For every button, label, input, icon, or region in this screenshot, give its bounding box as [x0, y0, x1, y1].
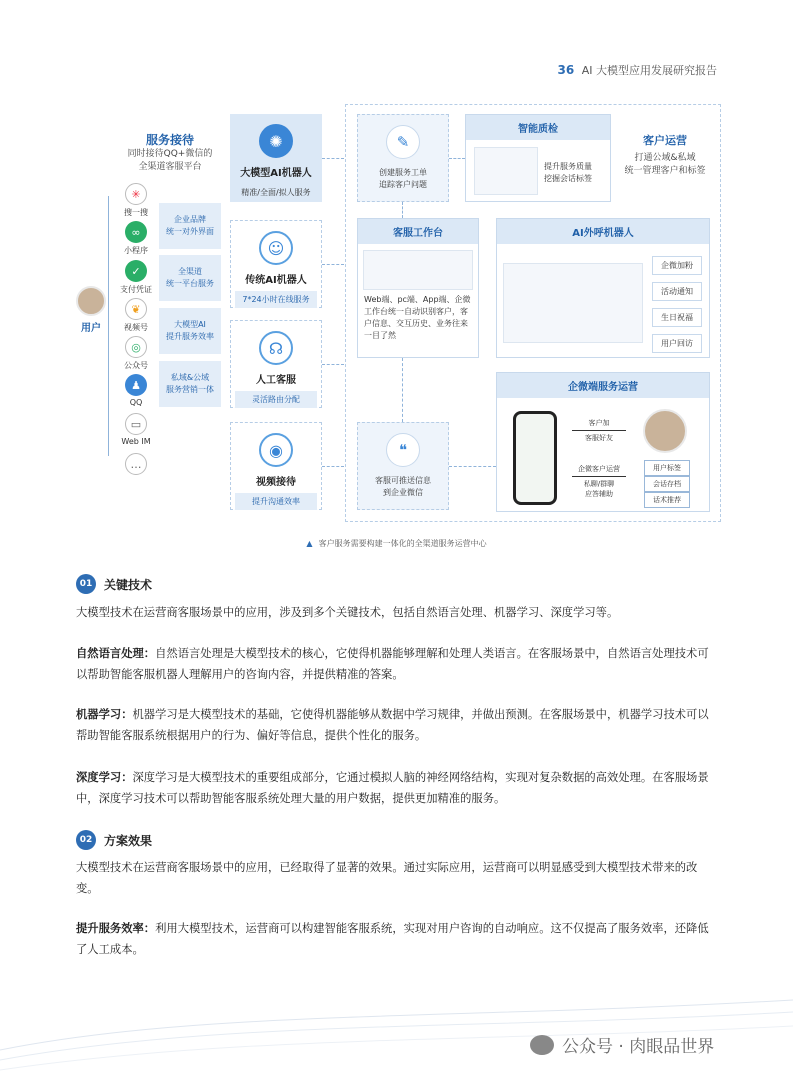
bot-subtitle: 7*24小时在线服务 — [235, 291, 317, 308]
arrow-line — [572, 430, 626, 431]
channel-label: QQ — [129, 398, 143, 407]
channel-label: 搜一搜 — [124, 208, 148, 217]
official-account-icon: ◎ — [125, 336, 147, 358]
channel-more — [113, 453, 159, 477]
channel-miniprogram — [113, 221, 159, 256]
feature-line: 提升服务效率 — [166, 332, 214, 341]
flow-text: 客户加 — [588, 419, 610, 427]
robot-icon: ☺ — [259, 231, 293, 265]
feature-box — [159, 308, 221, 354]
paragraph — [76, 918, 719, 960]
miniprogram-icon: ∞ — [125, 221, 147, 243]
service-reception-subtitle — [115, 148, 225, 174]
subtitle-line: 同时接待QQ+微信的 — [127, 149, 213, 159]
feature-line: 全渠道 — [178, 267, 202, 276]
section-title: 关键技术 — [104, 577, 153, 592]
section-title: 方案效果 — [104, 833, 153, 848]
quality-line: 提升服务质量 — [544, 162, 592, 171]
watermark-text: 公众号 · 肉眼品世界 — [562, 1037, 715, 1057]
ticket-card — [357, 114, 449, 202]
channel-label: 视频号 — [124, 323, 148, 332]
sousou-icon: ✳ — [125, 183, 147, 205]
wechat-icon — [530, 1035, 554, 1055]
paragraph-text: 自然语言处理是大模型技术的核心，它使得机器能够理解和处理人类语言。在客服场景中，自然语言处理技术可以帮助智能客服机器人理解用户的咨询内容，并提供精准的答案。 — [76, 647, 709, 681]
outbound-item: 企微加粉 — [652, 256, 702, 275]
paragraph — [76, 643, 719, 685]
bot-title: 视频接待 — [256, 477, 296, 488]
connector — [322, 158, 344, 159]
quality-thumbnail — [474, 147, 538, 195]
figure-caption — [0, 538, 793, 549]
bot-subtitle: 提升沟通效率 — [235, 493, 317, 510]
wecom-title: 企微端服务运营 — [497, 373, 709, 398]
ops-title: 客户运营 — [643, 134, 687, 147]
channel-label: 小程序 — [124, 246, 148, 255]
push-line: 客服可推送信息 — [375, 476, 431, 485]
section-number: 01 — [76, 574, 96, 594]
monitor-icon: ▭ — [125, 413, 147, 435]
openai-icon: ✺ — [259, 124, 293, 158]
feature-line: 统一平台服务 — [166, 279, 214, 288]
paragraph — [76, 767, 719, 809]
llm-bot-card — [230, 114, 322, 202]
section-heading — [76, 830, 152, 850]
feature-line: 服务营销一体 — [166, 385, 214, 394]
section-number: 02 — [76, 830, 96, 850]
channel-label: 支付凭证 — [120, 285, 152, 294]
bot-subtitle: 精准/全面/拟人服务 — [241, 188, 311, 197]
feature-line: 企业品牌 — [174, 215, 206, 224]
paragraph: 大模型技术在运营商客服场景中的应用，涉及到多个关键技术，包括自然语言处理、机器学习、深度学习等。 — [76, 606, 619, 619]
quality-desc — [544, 161, 592, 185]
connector — [449, 466, 496, 467]
paragraph-label: 自然语言处理： — [76, 647, 156, 660]
feature-box — [159, 255, 221, 301]
feature-line: 私域&公域 — [170, 373, 210, 382]
flow-text: 应答辅助 — [585, 490, 613, 498]
connector — [322, 264, 344, 265]
chat-bubble-icon: ❝ — [386, 433, 420, 467]
flow-ops — [572, 464, 626, 499]
feature-line: 大模型AI — [174, 320, 206, 329]
page-number: 36 — [557, 63, 575, 77]
channel-label: Web IM — [121, 437, 151, 446]
flow-text: 私聊/群聊 — [583, 480, 615, 488]
watermark — [530, 1032, 714, 1057]
ops-line: 统一管理客户和标签 — [624, 166, 706, 176]
paragraph-text: 机器学习是大模型技术的基础，它使得机器能够从数据中学习规律，并做出预测。在客服场景中，机器学习技术可以帮助智能客服系统根据用户的行为、偏好等信息，提供个性化的服务。 — [76, 708, 709, 742]
connector — [402, 202, 403, 218]
edit-icon: ✎ — [386, 125, 420, 159]
workbench-card — [357, 218, 479, 358]
outbound-flowchart — [503, 263, 643, 343]
connector — [402, 358, 403, 422]
ops-line: 打通公域&私域 — [634, 153, 696, 163]
channel-webim — [113, 413, 159, 446]
subtitle-line: 全渠道客服平台 — [138, 162, 202, 172]
paragraph-label: 深度学习： — [76, 771, 133, 784]
workbench-screenshot — [363, 250, 473, 290]
paragraph: 大模型技术在运营商客服场景中的应用，已经取得了显著的效果。通过实际应用，运营商可以明显感受到大模型技术带来的改变。 — [76, 861, 698, 895]
ticket-line: 创建服务工单 — [379, 168, 427, 177]
qq-icon: ♟ — [125, 374, 147, 396]
feature-box — [159, 361, 221, 407]
phone-mockup — [513, 411, 557, 505]
bot-title: 大模型AI机器人 — [240, 168, 312, 179]
outbound-item: 活动通知 — [652, 282, 702, 301]
paragraph-label: 机器学习： — [76, 708, 133, 721]
triangle-icon: ▲ — [306, 539, 313, 548]
paragraph-text: 深度学习是大模型技术的重要组成部分，它通过模拟人脑的神经网络结构，实现对复杂数据的高效处理。在客服场景中，深度学习技术可以帮助智能客服系统处理大量的用户数据，提供更加精准的服务。 — [76, 771, 709, 805]
outbound-item: 生日祝福 — [652, 308, 702, 327]
ticket-line: 追踪客户问题 — [379, 180, 427, 189]
arrow-line — [572, 476, 626, 477]
bot-subtitle: 灵活路由分配 — [235, 391, 317, 408]
service-reception-title: 服务接待 — [145, 133, 194, 147]
wecom-tag: 用户标签 — [644, 460, 690, 476]
video-reception-card — [230, 422, 322, 510]
bot-title: 传统AI机器人 — [245, 275, 307, 286]
outbound-item: 用户回访 — [652, 334, 702, 353]
customer-ops — [620, 132, 710, 178]
quality-line: 挖掘会话标签 — [544, 174, 592, 183]
human-agent-card — [230, 320, 322, 408]
connector — [322, 364, 344, 365]
channel-official — [113, 336, 159, 371]
paragraph-text: 利用大模型技术，运营商可以构建智能客服系统，实现对用户咨询的自动响应。这不仅提高了服务效率，还降低了人工成本。 — [76, 922, 709, 956]
payment-icon: ✓ — [125, 260, 147, 282]
flow-text: 客服好友 — [585, 434, 613, 442]
camera-icon: ◉ — [259, 433, 293, 467]
quality-title: 智能质检 — [466, 115, 610, 140]
outbound-title: AI外呼机器人 — [497, 219, 709, 244]
flow-text: 企微客户运营 — [578, 465, 620, 473]
user-avatar — [76, 286, 106, 316]
feature-box — [159, 203, 221, 249]
video-channel-icon: ❦ — [125, 298, 147, 320]
workbench-title: 客服工作台 — [358, 219, 478, 244]
channel-label: 公众号 — [124, 361, 148, 370]
agent-avatar — [643, 409, 687, 453]
connector — [322, 466, 344, 467]
user-node — [73, 286, 109, 334]
paragraph-label: 提升服务效率： — [76, 922, 156, 935]
channel-qq — [113, 374, 159, 407]
feature-line: 统一对外界面 — [166, 227, 214, 236]
push-card — [357, 422, 449, 510]
paragraph — [76, 704, 719, 746]
ops-subtitle — [620, 152, 710, 178]
channel-sousou — [113, 183, 159, 218]
user-label: 用户 — [81, 323, 101, 334]
more-icon: … — [125, 453, 147, 475]
traditional-bot-card — [230, 220, 322, 308]
report-title: AI 大模型应用发展研究报告 — [581, 64, 717, 77]
channel-video — [113, 298, 159, 333]
section-heading — [76, 574, 152, 594]
caption-text: 客户服务需要构建一体化的全渠道服务运营中心 — [318, 539, 487, 548]
connector — [449, 158, 465, 159]
wecom-tag: 会话存档 — [644, 476, 690, 492]
quality-card — [465, 114, 611, 202]
channel-payment — [113, 260, 159, 295]
workbench-desc: Web端、pc端、App端、企微工作台统一自动识别客户，客户信息、交互历史、业务往来一目了然 — [364, 295, 471, 340]
bot-title: 人工客服 — [256, 375, 296, 386]
wecom-tag: 话术推荐 — [644, 492, 690, 508]
headset-icon: ☊ — [259, 331, 293, 365]
push-line: 到企业微信 — [383, 488, 423, 497]
flow-add — [572, 418, 626, 443]
